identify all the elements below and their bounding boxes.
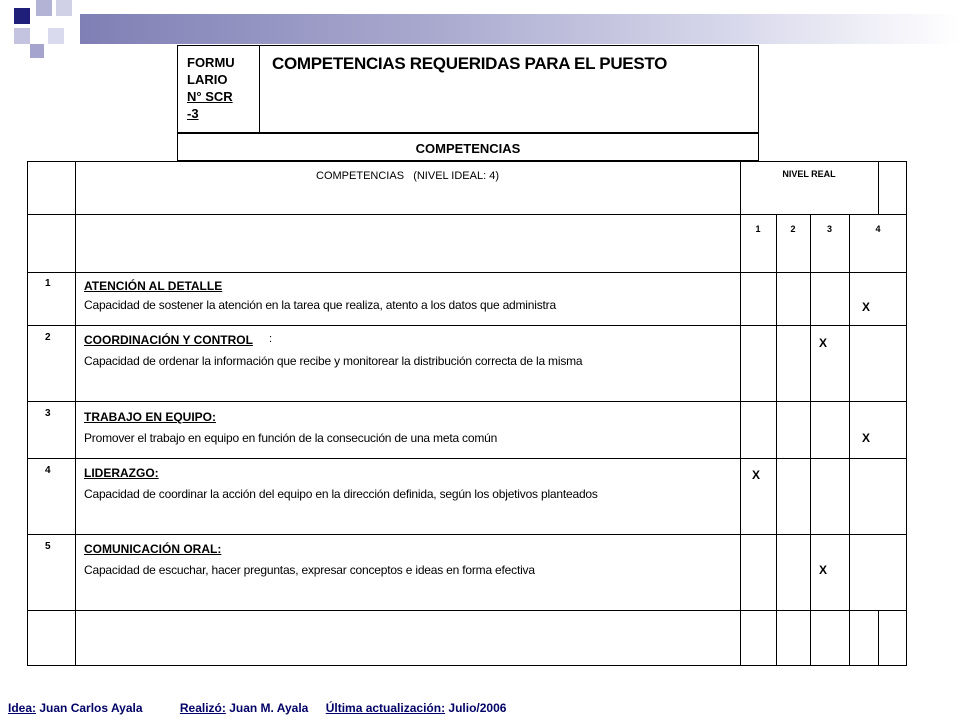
table-border bbox=[27, 325, 907, 326]
table-border bbox=[810, 214, 811, 666]
level-mark: X bbox=[819, 563, 828, 577]
row-number: 5 bbox=[45, 541, 51, 552]
form-code bbox=[178, 46, 260, 132]
level-label-2: 2 bbox=[790, 224, 796, 234]
footer-realizo-value: Juan M. Ayala bbox=[229, 701, 309, 715]
footer-update-value: Julio/2006 bbox=[448, 701, 507, 715]
competency-name-suffix: : bbox=[269, 333, 273, 345]
table-border bbox=[27, 272, 907, 273]
table-border bbox=[849, 214, 850, 666]
level-label-4: 4 bbox=[875, 224, 881, 234]
table-border bbox=[906, 161, 907, 666]
section-subtitle: COMPETENCIAS bbox=[415, 141, 521, 156]
table-border bbox=[27, 161, 907, 162]
form-title: COMPETENCIAS REQUERIDAS PARA EL PUESTO bbox=[272, 54, 668, 73]
footer-realizo-label: Realizó: bbox=[179, 701, 226, 715]
competencies-table bbox=[27, 161, 907, 666]
competency-description: Capacidad de coordinar la acción del equipo en la dirección definida, según los objetivos planteados bbox=[84, 487, 598, 501]
competency-description: Capacidad de escuchar, hacer preguntas, expresar conceptos e ideas en forma efectiva bbox=[84, 563, 535, 577]
footer-idea bbox=[8, 701, 143, 715]
competency-description: Capacidad de sostener la atención en la tarea que realiza, atento a los datos que administra bbox=[84, 298, 556, 312]
row-number: 3 bbox=[45, 408, 51, 419]
row-number: 1 bbox=[45, 278, 51, 289]
footer bbox=[8, 701, 506, 715]
decor-square bbox=[30, 44, 44, 58]
table-border bbox=[27, 610, 907, 611]
form-code-line: -3 bbox=[187, 106, 199, 121]
competency-description: Capacidad de ordenar la información que recibe y monitorear la distribución correcta de la misma bbox=[84, 354, 583, 368]
decor-square bbox=[14, 8, 30, 24]
decor-square bbox=[56, 0, 72, 16]
competency-name-text: COORDINACIÓN Y CONTROL bbox=[84, 333, 253, 347]
competency-name: LIDERAZGO: bbox=[84, 466, 159, 480]
competency-name bbox=[84, 333, 253, 347]
form-code-line: FORMU bbox=[187, 55, 235, 70]
table-border bbox=[27, 458, 907, 459]
competency-name: COMUNICACIÓN ORAL: bbox=[84, 542, 222, 556]
footer-update bbox=[326, 701, 507, 715]
competencies-column-header: COMPETENCIAS (NIVEL IDEAL: 4) bbox=[316, 170, 499, 182]
footer-update-label: Última actualización: bbox=[325, 701, 446, 715]
decor-square bbox=[36, 0, 52, 16]
table-border bbox=[27, 534, 907, 535]
level-mark: X bbox=[862, 300, 871, 314]
footer-realizo bbox=[180, 701, 309, 715]
footer-idea-label: Idea: bbox=[8, 701, 37, 715]
table-border bbox=[27, 401, 907, 402]
decor-square bbox=[48, 28, 64, 44]
table-border bbox=[27, 665, 907, 666]
level-mark: X bbox=[819, 336, 828, 350]
level-header: NIVEL REAL bbox=[782, 169, 836, 179]
table-border bbox=[75, 161, 76, 666]
table-border bbox=[878, 161, 879, 215]
table-border bbox=[27, 214, 907, 215]
level-label-1: 1 bbox=[755, 224, 761, 234]
footer-idea-value: Juan Carlos Ayala bbox=[39, 701, 143, 715]
decor-gradient-bar bbox=[80, 14, 960, 44]
competency-name: TRABAJO EN EQUIPO: bbox=[84, 410, 217, 424]
row-number: 2 bbox=[45, 332, 51, 343]
table-border bbox=[878, 610, 879, 666]
form-header bbox=[177, 45, 759, 161]
form-code-line: N° SCR bbox=[187, 89, 233, 104]
divider bbox=[178, 132, 758, 134]
table-border bbox=[776, 214, 777, 666]
level-label-3: 3 bbox=[826, 224, 832, 234]
row-number: 4 bbox=[45, 465, 51, 476]
table-border bbox=[740, 161, 741, 666]
form-code-line: LARIO bbox=[187, 72, 228, 87]
level-mark: X bbox=[862, 431, 871, 445]
level-mark: X bbox=[752, 468, 761, 482]
competency-description: Promover el trabajo en equipo en función de la consecución de una meta común bbox=[84, 431, 498, 445]
competency-name: ATENCIÓN AL DETALLE bbox=[84, 279, 223, 293]
table-border bbox=[27, 161, 28, 666]
decor-square bbox=[14, 28, 30, 44]
